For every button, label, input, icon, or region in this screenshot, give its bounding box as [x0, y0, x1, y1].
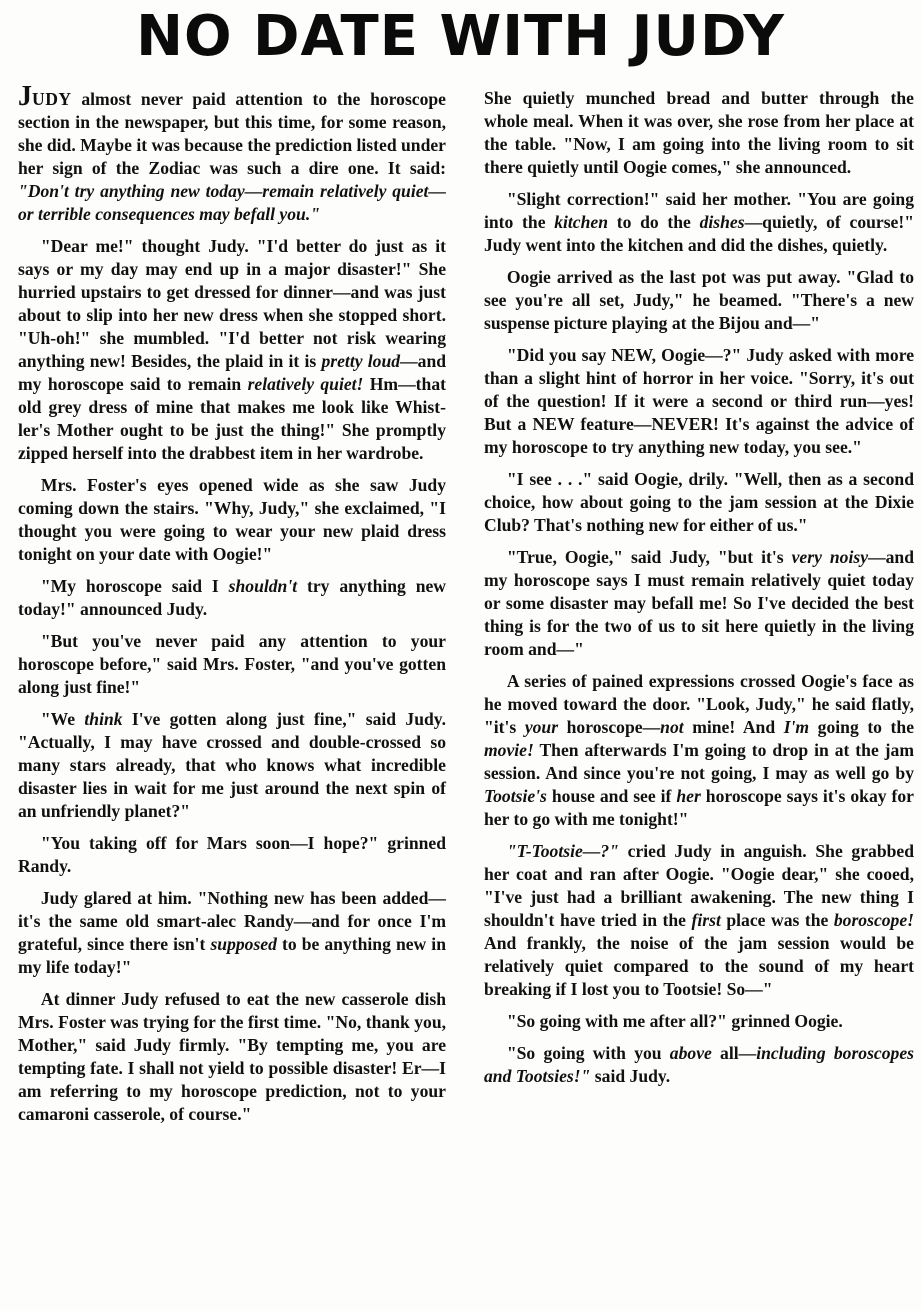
text-run: She quietly munched bread and butter through the whole meal. When it was over, she rose from her place at the table. "Now, I am going into the living room to sit there quietly until Oogie comes," she announced. [484, 88, 914, 177]
text-run: —and my horoscope said to remain [18, 351, 447, 394]
text-run: to do the [608, 212, 700, 232]
paragraph [484, 1010, 914, 1033]
text-run: "So going with you [506, 1043, 670, 1063]
text-run: And frankly, the noise of the jam session would be relatively quiet compared to the sound of my heart breaking if I lost you to Tootsie! So—" [484, 933, 914, 999]
text-run: "But you've never paid any attention to your horoscope before," said Mrs. Foster, "and you've gotten along just fine!" [18, 631, 446, 697]
text-run: "True, Oogie," said Judy, "but it's [506, 547, 792, 567]
italic-text: very noisy [791, 547, 869, 567]
italic-text: dishes [699, 212, 745, 232]
text-run: all— [711, 1043, 757, 1063]
text-run: "We [40, 709, 85, 729]
paragraph [484, 670, 914, 831]
text-run: horoscope says it's okay for her to go with me tonight!" [484, 786, 914, 829]
paragraph [484, 1042, 914, 1088]
text-run: Oogie arrived as the last pot was put away. "Glad to see you're all set, Judy," he beamed. "There's a new suspense picture playing at the Bijou and—" [484, 267, 914, 333]
text-run: UDY [32, 89, 72, 109]
paragraph [18, 832, 446, 878]
text-run: Then afterwards I'm going to drop in at the jam session. And since you're not going, I may as well go by [484, 740, 914, 783]
left-column [18, 81, 447, 1135]
text-run: A series of pained expressions crossed Oogie's face as he moved toward the door. "Look, Judy," he said flatly, "it's [484, 671, 914, 737]
text-run: —quietly, of course!" Judy went into the kitchen and did the dishes, quietly. [484, 212, 914, 255]
paragraph [484, 468, 914, 537]
text-run: to be anything new in my life today!" [18, 934, 446, 977]
text-run: Judy glared at him. "Nothing new has been added—it's the same old smart-alec Randy—and for once I'm grateful, since there isn't [18, 888, 446, 954]
italic-text: I'm [783, 717, 810, 737]
paragraph [484, 87, 914, 179]
paragraph [484, 266, 914, 335]
text-run: "So going with me after all?" grinned Oogie. [506, 1011, 843, 1031]
text-run: Mrs. Foster's eyes opened wide as she saw Judy coming down the stairs. "Why, Judy," she exclaimed, "I thought you were going to wear your new plaid dress tonight on your date with Oogie!" [18, 475, 446, 564]
right-column [484, 87, 914, 1097]
text-run: At dinner Judy refused to eat the new casserole dish Mrs. Foster was trying for the first time. "No, thank you, Mother," said Judy firmly. "By tempting me, you are tempting fate. I shall not yield to possible disaster! Er—I am referring to my horoscope prediction, not to your camaroni casserole, of course." [18, 989, 446, 1124]
paragraph [18, 988, 446, 1126]
paragraph [484, 546, 914, 661]
italic-text: think [84, 709, 123, 729]
text-run: place was the [720, 910, 834, 930]
text-run: said Judy. [590, 1066, 671, 1086]
text-run: try anything new today!" announced Judy. [18, 576, 447, 619]
italic-text: shouldn't [228, 576, 298, 596]
paragraph [484, 188, 914, 257]
text-run: —and my horoscope says I must remain relatively quiet today or some disaster may befall me! So I've decided the best thing is for the two of us to sit here quietly in the living room and—" [484, 547, 914, 659]
italic-text: not [660, 717, 684, 737]
drop-cap: J [18, 81, 32, 112]
text-run: cried Judy in anguish. She grabbed her coat and ran after Oogie. "Oogie dear," she cooed, "I've just had a brilliant awakening. The new thing I shouldn't have tried in the [484, 841, 914, 930]
article-title: NO DATE WITH JUDY [136, 4, 785, 69]
text-run: "I see . . ." said Oogie, drily. "Well, then as a second choice, how about going to the jam session at the Dixie Club? That's nothing new for either of us." [484, 469, 914, 535]
text-run: Hm—that old grey dress of mine that makes me look like Whistler's Mother ought to be just the thing!" She promptly zipped herself into the drabbest item in her wardrobe. [18, 374, 446, 463]
paragraph [484, 344, 914, 459]
text-run: mine! And [683, 717, 784, 737]
italic-text: "T-Tootsie—?" [506, 841, 619, 861]
paragraph [18, 235, 446, 465]
italic-text: movie! [484, 740, 534, 760]
italic-text: her [676, 786, 701, 806]
italic-text: kitchen [554, 212, 608, 232]
italic-text: "Don't try anything new today—remain relatively quiet—or terrible consequences may befall you." [18, 181, 446, 224]
italic-text: above [669, 1043, 712, 1063]
text-run: I've gotten along just fine," said Judy. "Actually, I may have crossed and double-crossed so many stars already, that who knows what incredible disaster lies in wait for me just around the next spin of an unfriendly planet?" [18, 709, 446, 821]
italic-text: first [691, 910, 721, 930]
paragraph [18, 575, 446, 621]
italic-text: Tootsie's [484, 786, 547, 806]
text-run: going to the [809, 717, 914, 737]
paragraph [18, 474, 446, 566]
text-run: "Slight correction!" said her mother. "You are going into the [484, 189, 914, 232]
text-run: "My horoscope said I [40, 576, 229, 596]
italic-text: pretty loud [321, 351, 401, 371]
paragraph [18, 630, 446, 699]
text-run: "Did you say NEW, Oogie—?" Judy asked with more than a slight hint of horror in her voice. "Sorry, it's out of the question! If it were a second or third run—yes! But a NEW feature—NEVER! It's against the advice of my horoscope to try anything new today, you see." [484, 345, 914, 457]
text-run: house and see if [546, 786, 677, 806]
text-run: almost never paid attention to the horoscope section in the newspaper, but this time, for some reason, she did. Maybe it was because the prediction listed under her sign of the Zodiac was such a dire one. It said: [18, 89, 446, 178]
italic-text: including boroscopes and Tootsies!" [484, 1043, 914, 1086]
italic-text: supposed [210, 934, 277, 954]
paragraph [18, 887, 446, 979]
italic-text: relatively quiet! [247, 374, 364, 394]
italic-text: your [524, 717, 559, 737]
paragraph [18, 708, 446, 823]
text-run: "Dear me!" thought Judy. "I'd better do just as it says or my day may end up in a major disaster!" She hurried upstairs to get dressed for dinner—and was just about to slip into her new dress when she stopped short. "Uh-oh!" she mumbled. "I'd better not risk wearing anything new! Besides, the plaid in it is [18, 236, 446, 371]
text-run: "You taking off for Mars soon—I hope?" grinned Randy. [18, 833, 446, 876]
paragraph [18, 81, 446, 226]
text-run: horoscope— [558, 717, 661, 737]
italic-text: boroscope! [833, 910, 915, 930]
paragraph [484, 840, 914, 1001]
